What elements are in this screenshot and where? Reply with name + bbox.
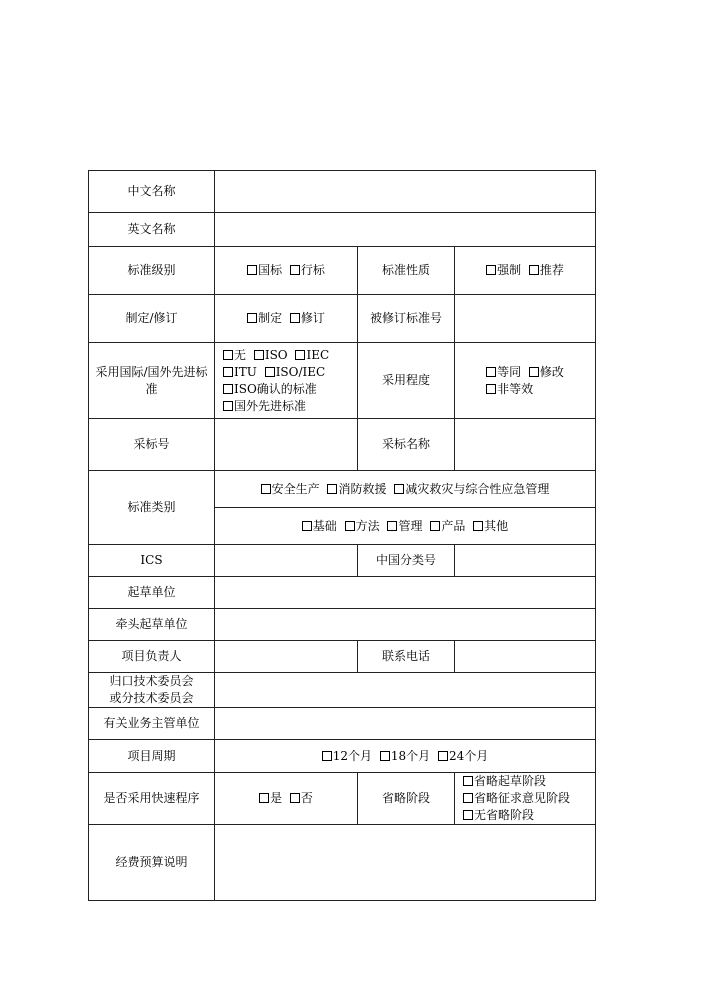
drafting-unit-label: 起草单位	[89, 577, 215, 609]
checkbox-icon	[223, 350, 233, 360]
cn-classification-label: 中国分类号	[358, 545, 455, 577]
checkbox-icon	[345, 521, 355, 531]
checkbox-icon	[223, 367, 233, 377]
budget-field[interactable]	[215, 825, 596, 901]
level-option-industry[interactable]: 行标	[290, 263, 325, 277]
adopt-option-iso-iec[interactable]: ISO/IEC	[265, 365, 326, 379]
adopt-option-itu[interactable]: ITU	[223, 365, 257, 379]
row-project-period	[89, 740, 596, 773]
checkbox-icon	[247, 265, 257, 275]
english-name-field[interactable]	[215, 213, 596, 247]
row-ics	[89, 545, 596, 577]
adopted-standard-name-label: 采标名称	[358, 419, 455, 471]
checkbox-icon	[290, 265, 300, 275]
chinese-name-label: 中文名称	[89, 171, 215, 213]
adopted-standard-no-field[interactable]	[215, 419, 358, 471]
checkbox-icon	[463, 810, 473, 820]
row-adopted-standard	[89, 419, 596, 471]
checkbox-icon	[290, 313, 300, 323]
checkbox-icon	[529, 367, 539, 377]
adopt-option-iso-confirmed[interactable]: ISO确认的标准	[223, 382, 317, 396]
standard-category-domain-options	[215, 471, 596, 508]
skip-stage-options	[455, 773, 596, 825]
adoption-degree-options	[455, 343, 596, 419]
type-option-other[interactable]: 其他	[473, 519, 508, 533]
category-option-fire-rescue[interactable]: 消防救援	[327, 482, 386, 496]
row-adopt-international	[89, 343, 596, 419]
degree-option-identical[interactable]: 等同	[486, 365, 521, 379]
checkbox-icon	[223, 384, 233, 394]
drafting-unit-field[interactable]	[215, 577, 596, 609]
degree-option-non-equivalent[interactable]: 非等效	[486, 382, 533, 396]
checkbox-icon	[302, 521, 312, 531]
adopted-standard-name-field[interactable]	[455, 419, 596, 471]
option-revise[interactable]: 修订	[290, 311, 325, 325]
tech-committee-label: 归口技术委员会 或分技术委员会	[89, 673, 215, 708]
checkbox-icon	[290, 793, 300, 803]
checkbox-icon	[223, 401, 233, 411]
standard-level-label: 标准级别	[89, 247, 215, 295]
checkbox-icon	[261, 484, 271, 494]
adopted-standard-no-label: 采标号	[89, 419, 215, 471]
revised-standard-no-field[interactable]	[455, 295, 596, 343]
ics-field[interactable]	[215, 545, 358, 577]
standard-level-options	[215, 247, 358, 295]
row-authority	[89, 708, 596, 740]
checkbox-icon	[259, 793, 269, 803]
english-name-label: 英文名称	[89, 213, 215, 247]
category-option-safety-production[interactable]: 安全生产	[261, 482, 320, 496]
revised-standard-no-label: 被修订标准号	[358, 295, 455, 343]
formulate-revise-options	[215, 295, 358, 343]
adopt-option-iec[interactable]: IEC	[295, 348, 329, 362]
contact-phone-field[interactable]	[455, 641, 596, 673]
row-fast-track	[89, 773, 596, 825]
checkbox-icon	[473, 521, 483, 531]
option-formulate[interactable]: 制定	[247, 311, 282, 325]
row-budget	[89, 825, 596, 901]
fast-track-option-yes[interactable]: 是	[259, 791, 282, 805]
project-form-table	[88, 170, 596, 901]
row-project-leader	[89, 641, 596, 673]
project-leader-field[interactable]	[215, 641, 358, 673]
checkbox-icon	[387, 521, 397, 531]
row-english-name	[89, 213, 596, 247]
nature-option-recommended[interactable]: 推荐	[529, 263, 564, 277]
level-option-national[interactable]: 国标	[247, 263, 282, 277]
checkbox-icon	[265, 367, 275, 377]
checkbox-icon	[247, 313, 257, 323]
checkbox-icon	[322, 751, 332, 761]
authority-label: 有关业务主管单位	[89, 708, 215, 740]
skip-option-consultation[interactable]: 省略征求意见阶段	[463, 790, 570, 807]
checkbox-icon	[486, 265, 496, 275]
fast-track-label: 是否采用快速程序	[89, 773, 215, 825]
checkbox-icon	[438, 751, 448, 761]
row-tech-committee	[89, 673, 596, 708]
checkbox-icon	[486, 384, 496, 394]
adopt-international-label: 采用国际/国外先进标准	[89, 343, 215, 419]
standard-nature-label: 标准性质	[358, 247, 455, 295]
lead-drafting-unit-field[interactable]	[215, 609, 596, 641]
project-leader-label: 项目负责人	[89, 641, 215, 673]
formulate-revise-label: 制定/修订	[89, 295, 215, 343]
row-lead-drafting-unit	[89, 609, 596, 641]
fast-track-options	[215, 773, 358, 825]
adopt-option-foreign-advanced[interactable]: 国外先进标准	[223, 399, 306, 413]
checkbox-icon	[529, 265, 539, 275]
adopt-international-options	[215, 343, 358, 419]
authority-field[interactable]	[215, 708, 596, 740]
project-period-label: 项目周期	[89, 740, 215, 773]
cn-classification-field[interactable]	[455, 545, 596, 577]
fast-track-option-no[interactable]: 否	[290, 791, 313, 805]
type-option-product[interactable]: 产品	[430, 519, 465, 533]
skip-option-drafting[interactable]: 省略起草阶段	[463, 773, 570, 790]
lead-drafting-unit-label: 牵头起草单位	[89, 609, 215, 641]
period-option-18-months[interactable]: 18个月	[380, 749, 430, 763]
standard-category-type-options	[215, 508, 596, 545]
checkbox-icon	[463, 776, 473, 786]
skip-stage-label: 省略阶段	[358, 773, 455, 825]
tech-committee-field[interactable]	[215, 673, 596, 708]
checkbox-icon	[380, 751, 390, 761]
adoption-degree-label: 采用程度	[358, 343, 455, 419]
degree-option-modified[interactable]: 修改	[529, 365, 564, 379]
chinese-name-field[interactable]	[215, 171, 596, 213]
row-standard-category-1	[89, 471, 596, 508]
row-formulate-revise	[89, 295, 596, 343]
standard-nature-options	[455, 247, 596, 295]
row-drafting-unit	[89, 577, 596, 609]
nature-option-mandatory[interactable]: 强制	[486, 263, 521, 277]
adopt-option-none[interactable]: 无	[223, 348, 246, 362]
type-option-management[interactable]: 管理	[387, 519, 422, 533]
period-option-12-months[interactable]: 12个月	[322, 749, 372, 763]
row-standard-level	[89, 247, 596, 295]
standard-category-label: 标准类别	[89, 471, 215, 545]
checkbox-icon	[327, 484, 337, 494]
ics-label: ICS	[89, 545, 215, 577]
adopt-option-iso[interactable]: ISO	[254, 348, 288, 362]
category-option-disaster-emergency[interactable]: 减灾救灾与综合性应急管理	[394, 482, 549, 496]
budget-label: 经费预算说明	[89, 825, 215, 901]
project-period-options	[215, 740, 596, 773]
type-option-method[interactable]: 方法	[345, 519, 380, 533]
checkbox-icon	[463, 793, 473, 803]
period-option-24-months[interactable]: 24个月	[438, 749, 488, 763]
checkbox-icon	[430, 521, 440, 531]
checkbox-icon	[295, 350, 305, 360]
skip-option-none[interactable]: 无省略阶段	[463, 807, 570, 824]
checkbox-icon	[394, 484, 404, 494]
contact-phone-label: 联系电话	[358, 641, 455, 673]
row-chinese-name	[89, 171, 596, 213]
checkbox-icon	[486, 367, 496, 377]
checkbox-icon	[254, 350, 264, 360]
type-option-basic[interactable]: 基础	[302, 519, 337, 533]
